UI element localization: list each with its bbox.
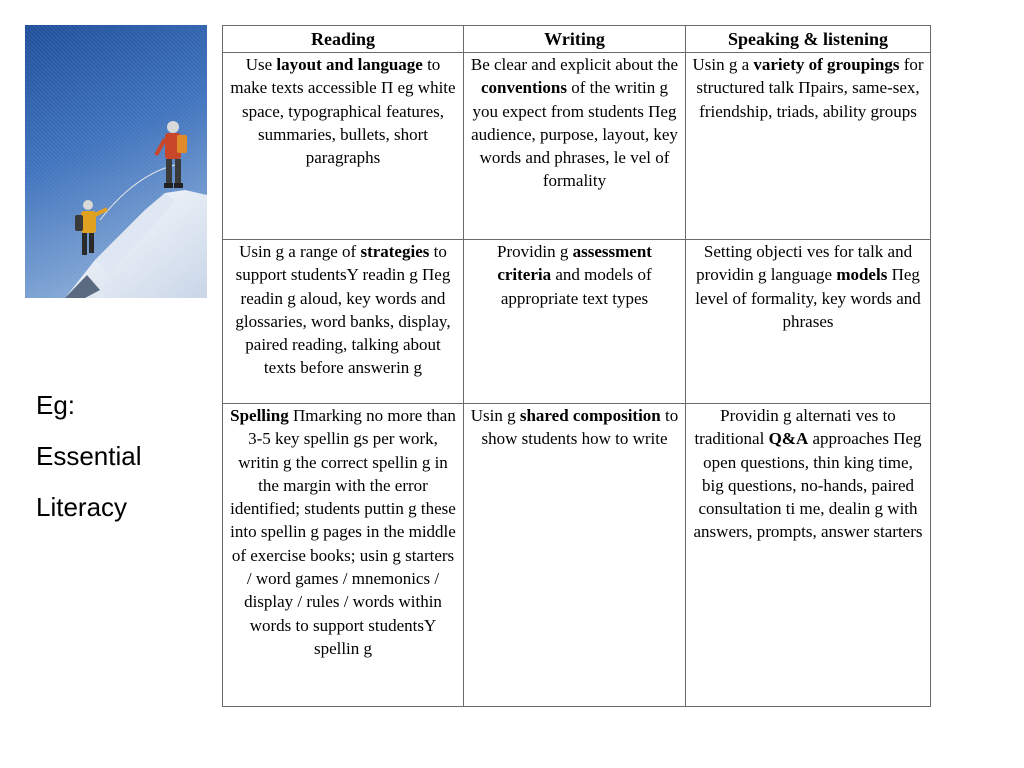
cell-text-post: of the writin g you expect from students Πeg audience, purpose, layout, key words and phrases, le vel of formality — [471, 78, 678, 191]
cell-speaking-groupings — [686, 53, 931, 240]
literacy-strategies-table — [222, 25, 931, 707]
cell-speaking-qa — [686, 404, 931, 707]
cell-reading-layout — [223, 53, 464, 240]
cell-text-bold: conventions — [480, 78, 567, 98]
side-label-line-2: Essential — [36, 441, 142, 471]
cell-reading-spelling — [223, 404, 464, 707]
cell-text-post: and models of appropriate text types — [500, 265, 652, 308]
cell-text-bold: models — [836, 265, 888, 285]
cell-text-bold: Spelling — [230, 406, 289, 425]
table-row — [223, 240, 931, 404]
cell-text-bold: Q&A — [768, 429, 809, 449]
cell-text-pre: Usin g a — [692, 55, 754, 74]
cell-text-pre: Providin g — [497, 242, 573, 261]
cell-text-post: for structured talk Πpairs, same-sex, friendship, triads, ability groups — [696, 55, 924, 121]
table-header-row — [223, 26, 931, 53]
cell-text-pre: Be clear and explicit about the — [470, 55, 679, 74]
header-speaking-listening: Speaking & listening — [686, 26, 931, 53]
table-row — [223, 404, 931, 707]
cell-speaking-models — [686, 240, 931, 404]
cell-text-pre: Use — [245, 55, 277, 74]
cell-text-post: to support studentsY readin g Πeg readin g aloud, key words and glossaries, word banks, display, paired reading, talking about texts before answerin g — [235, 242, 451, 378]
cell-text-bold: strategies — [360, 242, 430, 261]
cell-text-pre: Usin g a range of — [239, 242, 361, 261]
cell-writing-shared-composition — [464, 404, 686, 707]
cell-text-post: Πmarking no more than 3-5 key spellin gs per work, writin g the correct spellin g in the margin with the error identified; students puttin g these into spellin g pages in the middle of exercise books; usin g starters / word games / mnemonics / display / rules / words within words to support studentsY spellin g — [230, 406, 456, 658]
cell-text-bold: assessment criteria — [497, 242, 652, 285]
cell-text-post: Πeg level of formality, key words and phrases — [695, 265, 921, 331]
cell-text-pre: Usin g — [470, 406, 520, 425]
cell-reading-strategies — [223, 240, 464, 404]
climbers-photo — [25, 25, 207, 298]
cell-text-bold: shared composition — [519, 406, 661, 425]
cell-writing-assessment — [464, 240, 686, 404]
header-writing: Writing — [464, 26, 686, 53]
header-reading: Reading — [223, 26, 464, 53]
side-label-line-1: Eg: — [36, 390, 76, 420]
table-row — [223, 53, 931, 240]
cell-text-pre: Providin g alternati ves to traditional — [694, 406, 896, 449]
side-label-line-3: Literacy — [36, 492, 128, 522]
side-label — [36, 380, 142, 533]
climbers-photo-image — [25, 25, 207, 298]
cell-text-post: to show students how to write — [481, 406, 679, 449]
cell-text-post: to make texts accessible Π eg white space, typographical features, summaries, bullets, short paragraphs — [230, 55, 456, 168]
cell-text-bold: variety of groupings — [753, 55, 900, 74]
cell-text-bold: layout and language — [276, 55, 423, 74]
cell-text-post: approaches Πeg open questions, thin king time, big questions, no-hands, paired consultation ti me, dealin g with answers, prompts, answer starters — [693, 429, 923, 542]
cell-text-pre: Setting objecti ves for talk and providin g language — [696, 242, 913, 285]
cell-writing-conventions — [464, 53, 686, 240]
